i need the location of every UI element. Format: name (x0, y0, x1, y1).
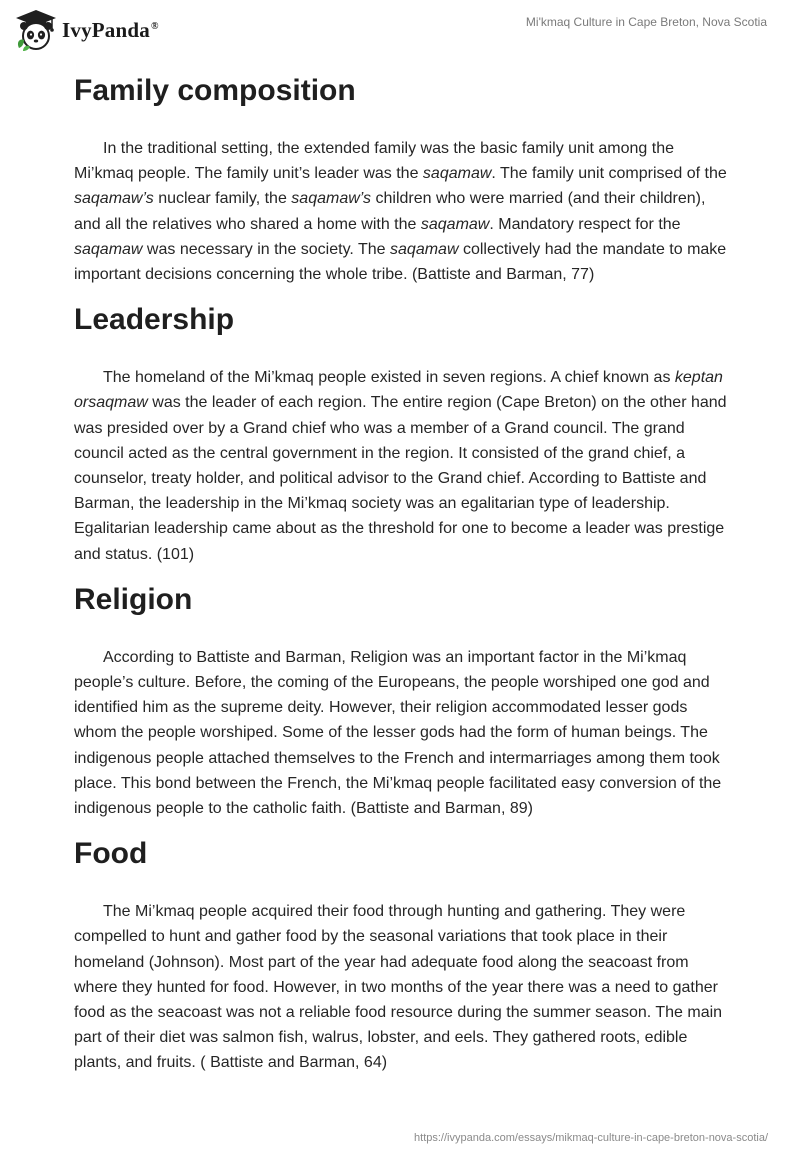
section-paragraph: The homeland of the Mi’kmaq people existed in seven regions. A chief known as keptan orsaqmaw was the leader of each region. The entire region (Cape Breton) on the other hand was presided over by a Grand chief who was a member of a Grand council. The grand council acted as the central government in the region. It consisted of the grand chief, a counselor, treaty holder, and political advisor to the Grand chief. According to Battiste and Barman, the leadership in the Mi’kmaq society was an egalitarian type of leadership. Egalitarian leadership came about as the threshold for one to become a leader was prestige and status. (101) (74, 369, 727, 563)
source-url-link[interactable]: https://ivypanda.com/essays/mikmaq-culture-in-cape-breton-nova-scotia/ (414, 1132, 768, 1144)
italic-term: saqamaw (422, 165, 492, 183)
section-family-composition (74, 70, 734, 287)
italic-term: saqamaw’s (291, 190, 372, 208)
section-food (74, 833, 734, 1075)
italic-term: keptan orsaqmaw (74, 369, 723, 412)
ivypanda-logo[interactable] (14, 8, 159, 52)
section-religion (74, 579, 734, 821)
italic-term: saqamaw (390, 240, 459, 258)
section-heading: Family composition (74, 74, 356, 107)
document-title: Mi'kmaq Culture in Cape Breton, Nova Scotia (525, 15, 767, 29)
panda-mortarboard-icon (14, 8, 58, 52)
registered-mark: ® (150, 20, 159, 32)
page-header (0, 0, 800, 60)
italic-term: saqamaw (420, 215, 490, 233)
section-paragraph: According to Battiste and Barman, Religion was an important factor in the Mi’kmaq people’s culture. Before, the coming of the Europeans, the people worshiped one god and identified him as the supreme deity. However, their religion accommodated lesser gods whom the people worshiped. Some of the lesser gods had the form of human beings. The indigenous people attached themselves to the French and intermarriages among them took place. This bond between the French, the Mi’kmaq people facilitated easy conversion of the indigenous people to the catholic faith. (Battiste and Barman, 89) (74, 648, 722, 818)
section-heading: Leadership (74, 303, 235, 337)
section-heading: Food (74, 837, 148, 871)
logo-wordmark: IvyPanda® (62, 17, 159, 42)
section-heading: Religion (74, 582, 193, 616)
section-paragraph: The Mi’kmaq people acquired their food through hunting and gathering. They were compelled to hunt and gather food by the seasonal variations that took place in their homeland (Johnson). Most part of the year had adequate food along the seacoast from where they hunted for food. However, in two months of the year there was a need to gather food as the seacoast was not a reliable food resource during the summer season. The main part of their diet was salmon fish, walrus, lobster, and eels. They gathered roots, edible plants, and fruits. ( Battiste and Barman, 64) (74, 903, 723, 1072)
section-paragraph: In the traditional setting, the extended family was the basic family unit among the Mi’kmaq people. The family unit’s leader was the saqamaw. The family unit comprised of the saqamaw’s nuclear family, the saqamaw’s children who were married (and their children), and all the relatives who shared a home with the saqamaw. Mandatory respect for the saqamaw was necessary in the society. The saqamaw collectively had the mandate to make important decisions concerning the whole tribe. (Battiste and Barman, 77) (74, 140, 727, 284)
italic-term: saqamaw’s (74, 190, 154, 208)
italic-term: saqamaw (74, 240, 143, 258)
essay-body (74, 70, 734, 1088)
section-leadership (74, 299, 734, 567)
